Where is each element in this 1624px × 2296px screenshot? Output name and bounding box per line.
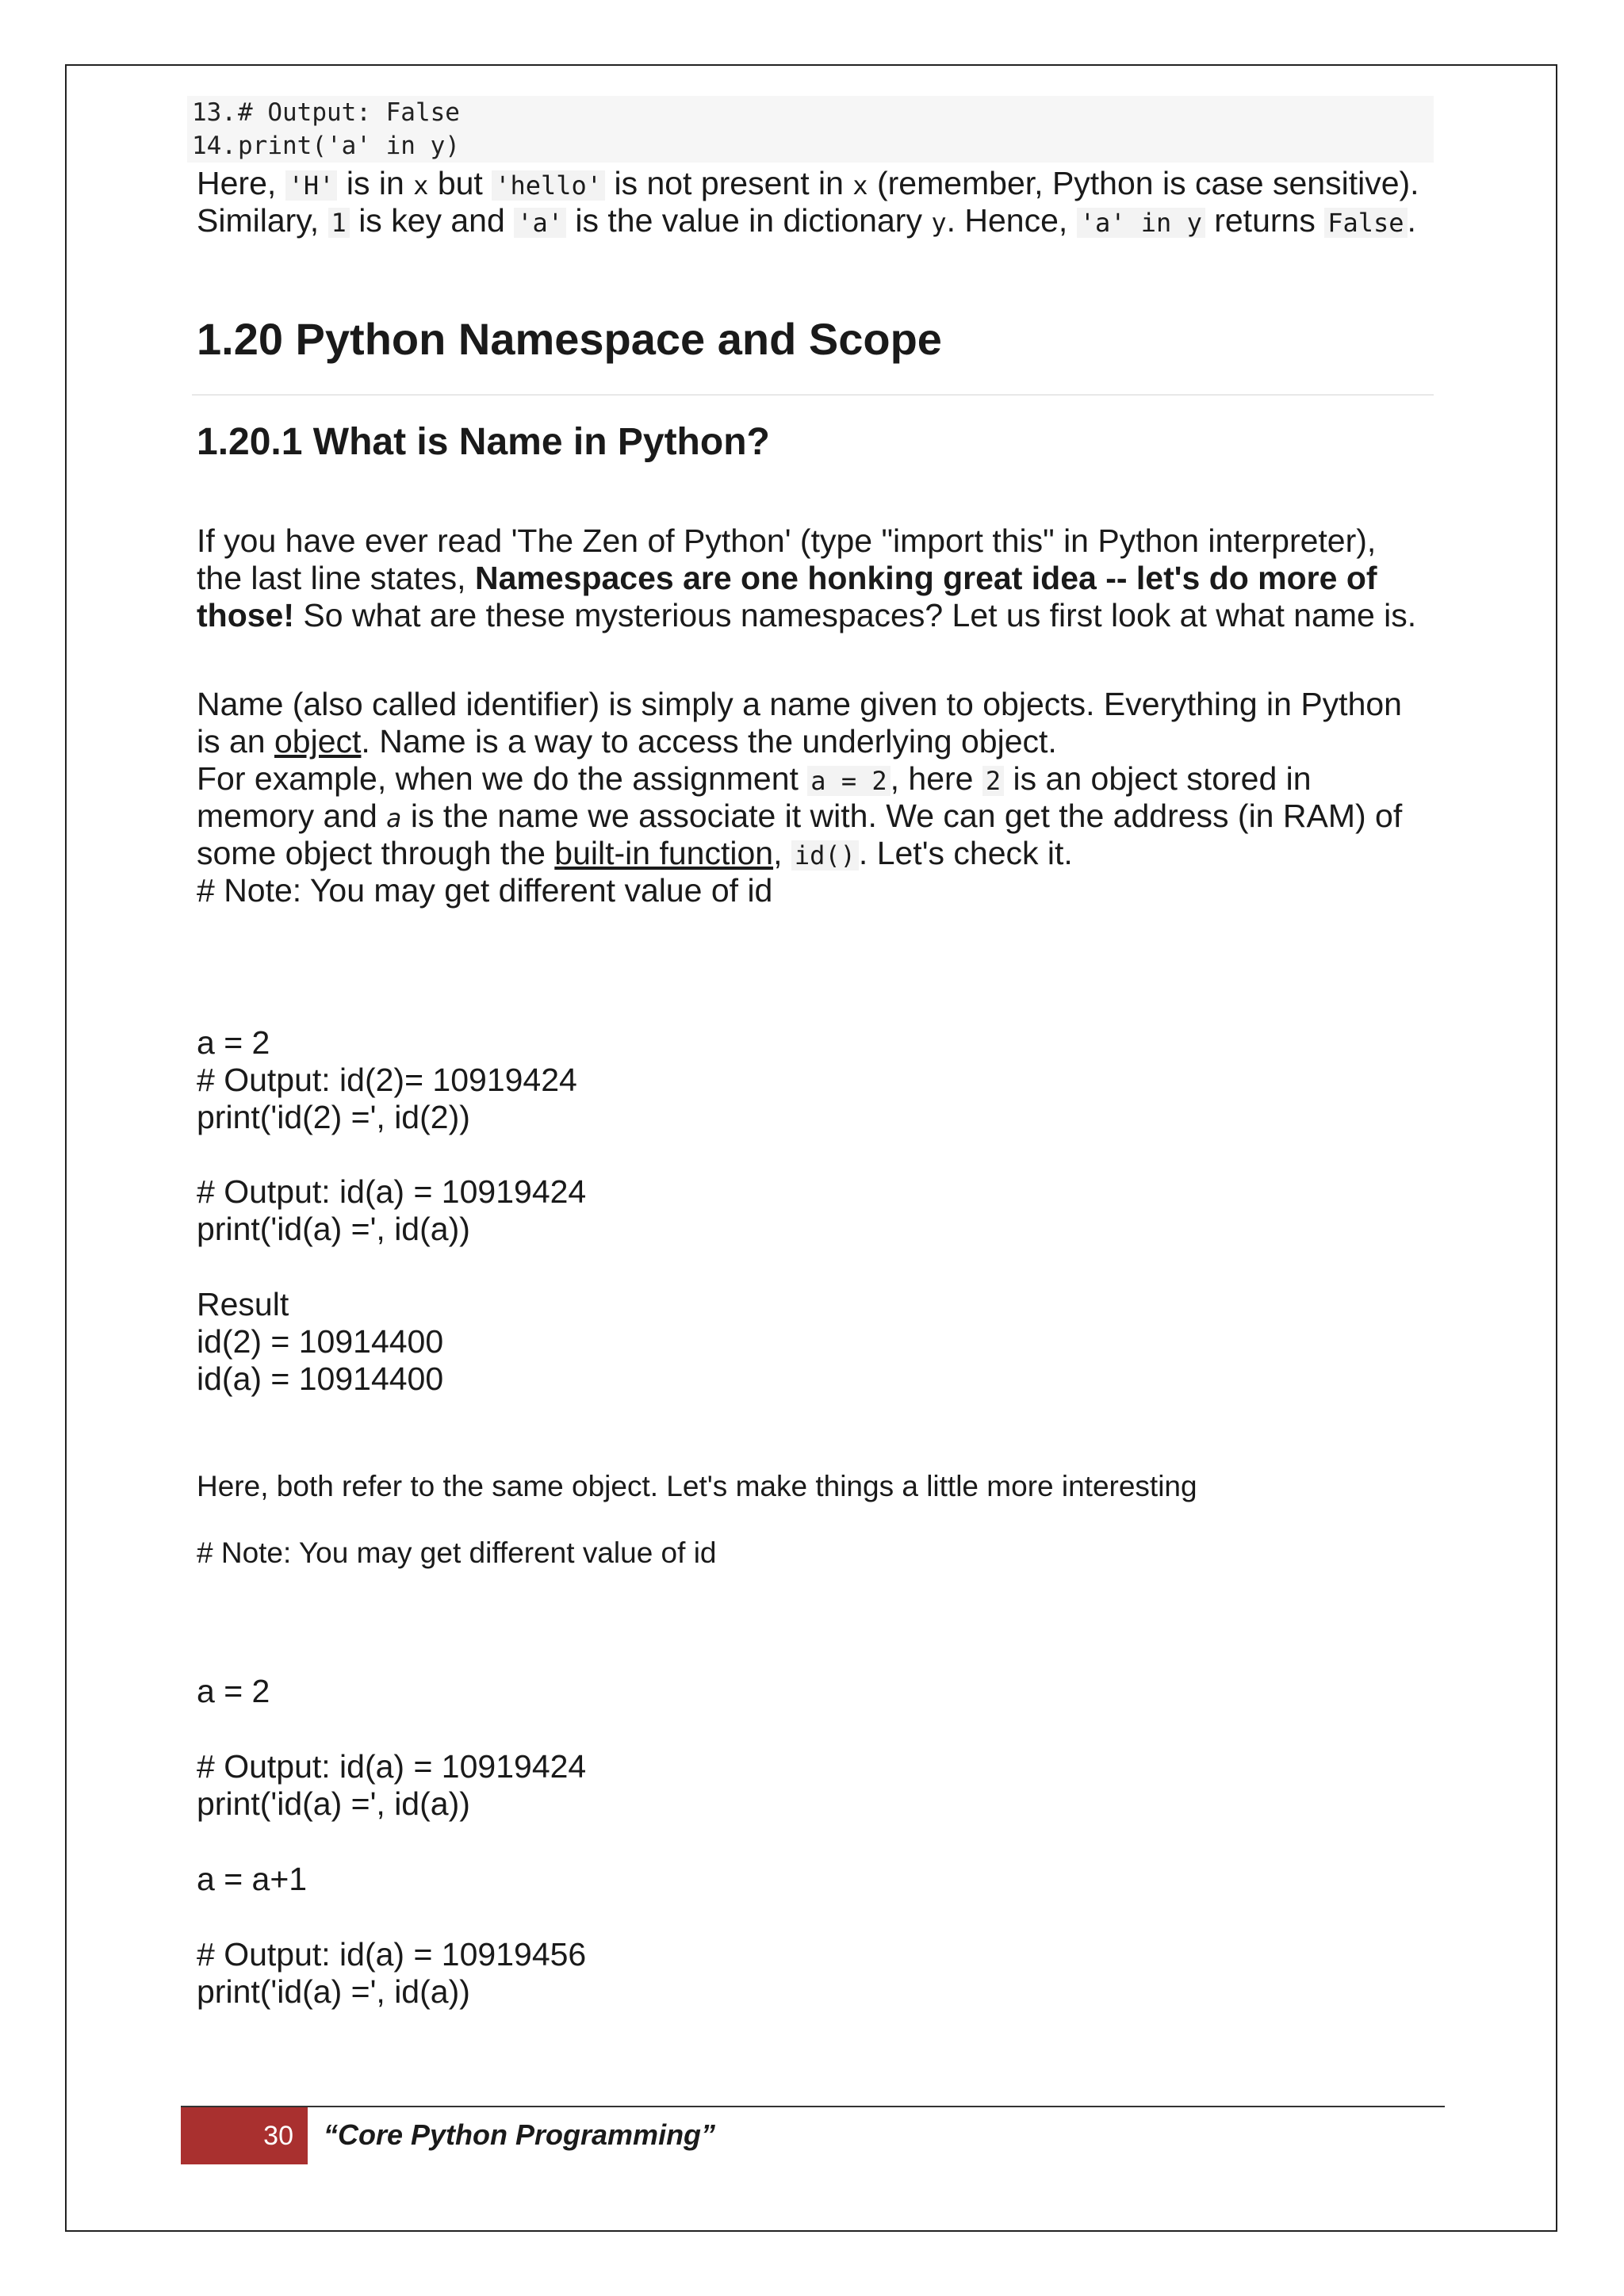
zen-paragraph-line3 xyxy=(197,597,1416,634)
zen-paragraph-line1: If you have ever read 'The Zen of Python' (type "import this" in Python interpreter), xyxy=(197,522,1377,559)
example1-line: Result xyxy=(197,1286,289,1322)
page-number-box xyxy=(181,2107,308,2164)
section-heading: 1.20 Python Namespace and Scope xyxy=(197,314,942,364)
example2-line: print('id(a) =', id(a)) xyxy=(197,1785,470,1822)
inline-code: x xyxy=(852,170,868,201)
inline-code: 'hello' xyxy=(492,170,605,201)
text: . Hence, xyxy=(946,202,1077,239)
example1-line: print('id(a) =', id(a)) xyxy=(197,1211,470,1247)
example1-line: a = 2 xyxy=(197,1024,270,1061)
zen-paragraph-line2 xyxy=(197,560,1377,597)
inline-code: 'a' xyxy=(514,208,566,238)
code-text: print('a' in y) xyxy=(238,132,460,160)
code-block-top xyxy=(187,96,1434,163)
text: Here, xyxy=(197,165,285,201)
paragraph-membership-line1 xyxy=(197,165,1419,205)
text: the last line states, xyxy=(197,560,475,596)
inline-code: False xyxy=(1324,208,1407,238)
example2-line: print('id(a) =', id(a)) xyxy=(197,1973,470,2010)
name-paragraph-line2 xyxy=(197,723,1057,760)
text: is in xyxy=(337,165,414,201)
text: is the name we associate it with. We can get the address (in RAM) of xyxy=(401,798,1403,834)
footer-divider xyxy=(181,2106,1445,2107)
text: , xyxy=(773,835,791,871)
text: (remember, Python is case sensitive). xyxy=(868,165,1419,201)
inline-code: a xyxy=(386,803,402,833)
same-object-paragraph: Here, both refer to the same object. Let's make things a little more interesting xyxy=(197,1470,1197,1502)
inline-code: id() xyxy=(791,840,859,871)
text: is an object stored in xyxy=(1004,760,1312,797)
text: . xyxy=(1407,202,1416,239)
line-number: 14. xyxy=(192,132,236,160)
bold-text: those! xyxy=(197,597,294,633)
name-paragraph-line5 xyxy=(197,835,1073,874)
book-title: “Core Python Programming” xyxy=(324,2118,716,2151)
inline-code: 1 xyxy=(328,208,350,238)
code-text: # Output: False xyxy=(238,98,460,127)
name-paragraph-line3 xyxy=(197,760,1312,800)
text: For example, when we do the assignment xyxy=(197,760,808,797)
example1-line: print('id(2) =', id(2)) xyxy=(197,1099,470,1135)
text: returns xyxy=(1205,202,1325,239)
object-link[interactable]: object xyxy=(274,723,362,760)
text: some object through the xyxy=(197,835,555,871)
example2-line: a = a+1 xyxy=(197,1861,308,1897)
inline-code: 'H' xyxy=(285,170,338,201)
subsection-heading: 1.20.1 What is Name in Python? xyxy=(197,421,770,463)
inline-code: a = 2 xyxy=(807,766,890,796)
text: , here xyxy=(890,760,982,797)
text: is not present in xyxy=(605,165,853,201)
page-number: 30 xyxy=(263,2120,293,2151)
text: but xyxy=(428,165,492,201)
name-paragraph-line4 xyxy=(197,798,1402,837)
paragraph-membership-line2 xyxy=(197,202,1416,242)
example2-line: # Output: id(a) = 10919424 xyxy=(197,1748,587,1785)
inline-code: x xyxy=(413,170,429,201)
heading-divider xyxy=(192,394,1434,396)
builtin-function-link[interactable]: built-in function xyxy=(554,835,774,871)
example1-line: id(a) = 10914400 xyxy=(197,1360,444,1397)
text: is the value in dictionary xyxy=(565,202,932,239)
text: memory and xyxy=(197,798,387,834)
text: . Name is a way to access the underlying object. xyxy=(361,723,1057,760)
example1-line: # Output: id(a) = 10919424 xyxy=(197,1173,587,1210)
line-number: 13. xyxy=(192,98,236,127)
inline-code: 'a' in y xyxy=(1077,208,1205,238)
code-line xyxy=(192,96,1434,129)
example2-line: # Output: id(a) = 10919456 xyxy=(197,1936,587,1973)
bold-text: Namespaces are one honking great idea -- let's do more of xyxy=(474,560,1377,596)
text: is an xyxy=(197,723,274,760)
example1-line: id(2) = 10914400 xyxy=(197,1323,444,1360)
code-line xyxy=(192,129,1434,163)
name-paragraph-line1: Name (also called identifier) is simply a name given to objects. Everything in Python xyxy=(197,686,1402,722)
note-line: # Note: You may get different value of id xyxy=(197,872,773,909)
page-border xyxy=(65,64,1557,2232)
example1-line: # Output: id(2)= 10919424 xyxy=(197,1062,577,1098)
text: Similary, xyxy=(197,202,328,239)
inline-code: 2 xyxy=(982,766,1004,796)
text: is key and xyxy=(349,202,515,239)
example2-line: a = 2 xyxy=(197,1673,270,1709)
note-line: # Note: You may get different value of id xyxy=(197,1536,717,1569)
text: . Let's check it. xyxy=(858,835,1073,871)
inline-code: y xyxy=(931,208,947,238)
text: So what are these mysterious namespaces? Let us first look at what name is. xyxy=(294,597,1417,633)
